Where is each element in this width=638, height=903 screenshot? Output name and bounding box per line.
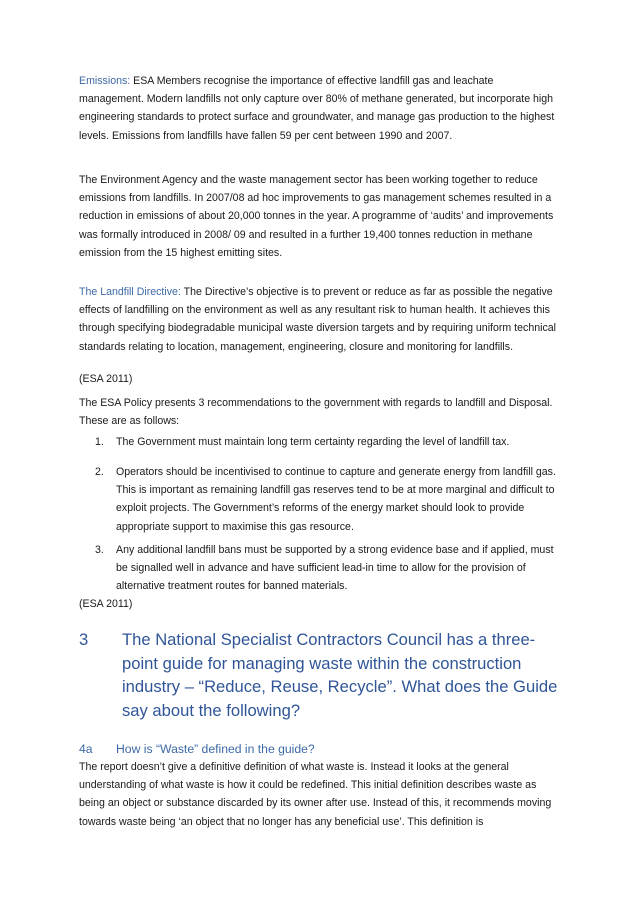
section-4a-title: How is “Waste” defined in the guide? [116,742,315,756]
emissions-lead: Emissions: [79,75,131,87]
section-3-title: The National Specialist Contractors Council has a three-point guide for managing waste within the construction industry – “Reduce, Reuse, Recycle”. What does the Guide say about the following? [122,630,558,720]
citation: (ESA 2011) [79,598,133,610]
landfill-directive-paragraph [79,283,559,356]
waste-definition-paragraph [79,758,559,831]
landfill-directive-body: The Directive’s objective is to prevent or reduce as far as possible the negative effects of landfilling on the environment as well as any resultant risk to human health. It achieves this through specifying biodegradable municipal waste diversion targets and by requiring uniform technical standards relating to location, management, engineering, closure and monitoring for landfills. [79,286,556,353]
section-4a-number: 4a [79,742,93,756]
emissions-body: ESA Members recognise the importance of effective landfill gas and leachate management. Modern landfills not only capture over 80% of methane generated, but incorporate high engineering standards to protect surface and groundwater, and manage gas production to the highest levels. Emissions from landfills have fallen 59 per cent between 1990 and 2007. [79,75,555,142]
esa-intro-text: The ESA Policy presents 3 recommendations to the government with regards to landfill and Disposal. These are as follows: [79,397,553,428]
emissions-paragraph [79,72,559,145]
environment-agency-paragraph [79,171,559,262]
esa-intro-paragraph [79,394,559,430]
section-3-number: 3 [79,630,89,649]
landfill-directive-lead: The Landfill Directive: [79,286,181,298]
waste-definition-text: The report doesn’t give a definitive definition of what waste is. Instead it looks at the general understanding of what waste is how it could be redefined. This initial definition describes waste as being an object or substance discarded by its owner after use. Instead of this, it recommends moving towards waste being ‘an object that no longer has any beneficial use’. This definition is [79,761,552,828]
environment-agency-text: The Environment Agency and the waste management sector has been working together to reduce emissions from landfills. In 2007/08 ad hoc improvements to gas management schemes resulted in a reduction in emissions of about 20,000 tonnes in the year. A programme of ‘audits’ and improvements was formally introduced in 2008/ 09 and resulted in a further 19,400 tonnes reduction in methane emission from the 15 highest emitting sites. [79,174,554,259]
citation: (ESA 2011) [79,373,133,385]
